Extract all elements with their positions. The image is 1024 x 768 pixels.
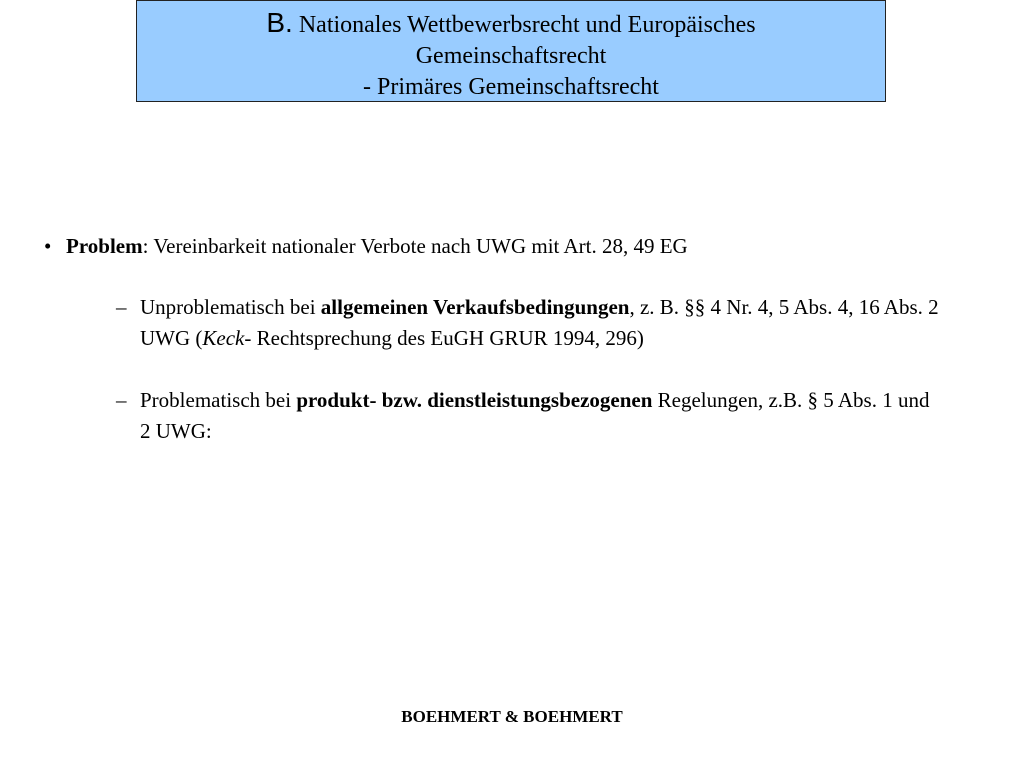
title-line-2: Gemeinschaftsrecht — [415, 43, 607, 69]
sub-item-problematic — [44, 385, 984, 447]
sub-item-dash: – — [116, 388, 127, 412]
sub-item-suffix: - Rechtsprechung des EuGH GRUR 1994, 296) — [244, 326, 644, 350]
title-line-1-text: Nationales Wettbewerbsrecht und Europäisches — [298, 12, 756, 38]
sub-list — [44, 292, 984, 447]
sub-item-suffix: Regelungen, z.B. § 5 Abs. 1 und 2 UWG: — [140, 388, 930, 443]
sub-item-middle: , z. B. §§ 4 Nr. 4, 5 Abs. 4, 16 Abs. 2 UWG ( — [140, 295, 939, 350]
sub-item-italic: Keck — [202, 326, 245, 350]
slide-title-box — [136, 0, 886, 102]
slide-footer: BOEHMERT & BOEHMERT — [401, 707, 623, 726]
title-line-3: - Primäres Gemeinschaftsrecht — [363, 74, 659, 100]
sub-item-bold: produkt- bzw. dienstleistungsbezogenen — [296, 388, 653, 412]
bullet-mark: • — [44, 234, 52, 258]
sub-item-prefix: Unproblematisch bei — [140, 295, 321, 319]
sub-item-unproblematic — [44, 292, 984, 354]
slide-content — [44, 231, 984, 478]
bullet-label: Problem — [66, 234, 143, 258]
bullet-problem — [44, 231, 984, 262]
bullet-text: : Vereinbarkeit nationaler Verbote nach UWG mit Art. 28, 49 EG — [142, 234, 688, 258]
sub-item-bold: allgemeinen Verkaufsbedingungen — [320, 295, 630, 319]
title-line-1 — [137, 7, 885, 41]
title-section-letter: B. — [266, 7, 293, 38]
sub-item-dash: – — [116, 295, 127, 319]
sub-item-prefix: Problematisch bei — [140, 388, 297, 412]
